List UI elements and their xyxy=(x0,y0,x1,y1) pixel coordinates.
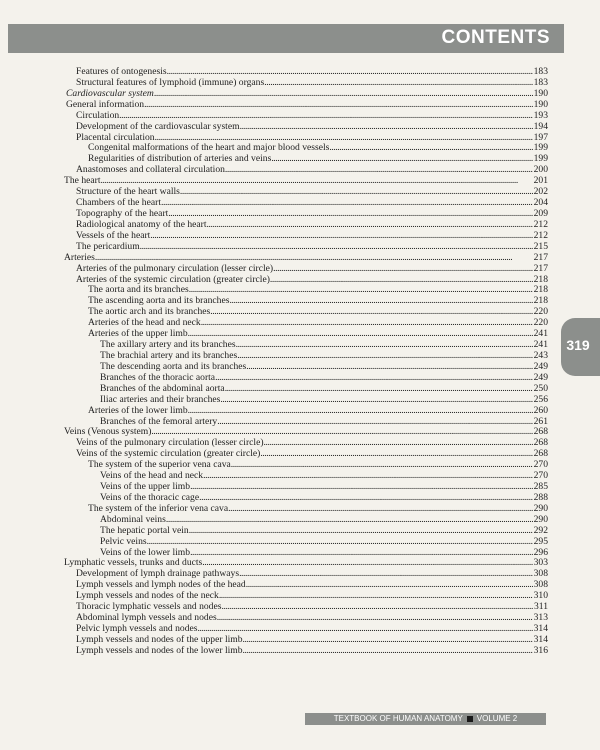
dot-leader xyxy=(190,482,533,493)
toc-entry-label: The aortic arch and its branches xyxy=(88,306,211,318)
toc-entry-label: Veins (Venous system) xyxy=(64,426,152,438)
toc-entry-label: Veins of the upper limb xyxy=(100,481,191,493)
dot-leader xyxy=(199,493,533,504)
toc-entry-page: 268 xyxy=(533,426,548,438)
toc-entry-page: 285 xyxy=(533,481,548,493)
dot-leader xyxy=(161,198,533,209)
toc-entry-page: 193 xyxy=(533,109,548,121)
dot-leader xyxy=(203,471,533,482)
toc-entry-page: 212 xyxy=(533,218,548,230)
dot-leader xyxy=(201,318,533,329)
toc-entry-label: Congenital malformations of the heart and major blood vessels xyxy=(88,142,330,154)
toc-entry-label: The ascending aorta and its branches xyxy=(88,295,230,307)
toc-entry-label: Circulation xyxy=(76,109,120,121)
toc-entry xyxy=(64,165,548,176)
dot-leader xyxy=(150,231,532,242)
toc-entry-page: 218 xyxy=(533,295,548,307)
dot-leader xyxy=(221,602,532,613)
toc-entry-label: Veins of the thoracic cage xyxy=(100,491,200,503)
dot-leader xyxy=(240,122,533,133)
toc-entry-label: Regularities of distribution of arteries and veins xyxy=(88,153,272,165)
toc-entry-page: 270 xyxy=(533,459,548,471)
toc-entry-label: Arteries xyxy=(64,251,95,263)
toc-entry xyxy=(64,111,548,122)
toc-entry-page: 183 xyxy=(533,66,548,77)
footer-bar xyxy=(305,713,546,725)
toc-entry-label: Veins of the systemic circulation (greater circle) xyxy=(76,448,261,460)
toc-entry-page: 314 xyxy=(533,633,548,645)
toc-entry-page: 311 xyxy=(533,601,548,613)
toc-entry-label: Lymph vessels and nodes of the lower limb xyxy=(76,644,243,656)
square-icon xyxy=(467,716,473,722)
toc-entry-page: 268 xyxy=(533,448,548,460)
toc-entry-label: Veins of the pulmonary circulation (lesser circle) xyxy=(76,437,264,449)
toc-entry-page: 197 xyxy=(533,131,548,143)
dot-leader xyxy=(220,395,532,406)
dot-leader xyxy=(264,438,533,449)
toc-entry-label: Arteries of the head and neck xyxy=(88,317,201,329)
toc-entry-label: The heart xyxy=(64,175,101,187)
toc-entry-label: The brachial artery and its branches xyxy=(100,349,238,361)
toc-entry-page: 243 xyxy=(533,349,548,361)
toc-entry-page: 296 xyxy=(533,546,548,558)
dot-leader xyxy=(166,515,533,526)
toc-entry-label: Lymphatic vessels, trunks and ducts xyxy=(64,557,203,569)
dot-leader xyxy=(168,209,532,220)
toc-entry-page: 183 xyxy=(533,76,548,88)
footer-volume: VOLUME 2 xyxy=(476,714,518,723)
toc-entry-label: The system of the inferior vena cava xyxy=(88,502,229,514)
dot-leader xyxy=(243,635,533,646)
toc-entry-label: Branches of the abdominal aorta xyxy=(100,382,225,394)
dot-leader xyxy=(239,569,533,580)
dot-leader xyxy=(246,580,533,591)
toc-entry-page: 241 xyxy=(533,339,548,351)
dot-leader xyxy=(329,143,532,154)
toc-entry-label: General information xyxy=(66,98,145,110)
toc-entry-label: The aorta and its branches xyxy=(88,284,189,296)
page-title: CONTENTS xyxy=(441,27,550,48)
toc-entry-page: 256 xyxy=(533,393,548,405)
toc-entry-label: Iliac arteries and their branches xyxy=(100,393,221,405)
toc-entry-label: The axillary artery and its branches xyxy=(100,339,236,351)
toc-entry-label: Placental circulation xyxy=(76,131,155,143)
toc-entry xyxy=(64,526,548,537)
toc-entry-page: 202 xyxy=(533,186,548,198)
dot-leader xyxy=(217,417,532,428)
toc-entry-label: Cardiovascular system xyxy=(66,87,154,99)
toc-entry-label: Veins of the head and neck xyxy=(100,470,204,482)
toc-entry-page: 190 xyxy=(533,98,548,110)
toc-entry-page: 308 xyxy=(533,568,548,580)
toc-entry-page: 217 xyxy=(533,251,548,263)
toc-entry-page: 268 xyxy=(533,437,548,449)
dot-leader xyxy=(154,89,533,100)
toc-entry-label: Topography of the heart xyxy=(76,207,169,219)
toc-entry xyxy=(64,100,548,111)
page-number: 319 xyxy=(566,337,590,353)
toc-entry-label: The system of the superior vena cava xyxy=(88,459,231,471)
toc-entry xyxy=(64,406,548,417)
toc-entry-label: Radiological anatomy of the heart xyxy=(76,218,207,230)
dot-leader xyxy=(236,340,533,351)
toc-entry-page: 215 xyxy=(533,240,548,252)
toc-entry-page: 212 xyxy=(533,229,548,241)
toc-entry-label: Chambers of the heart xyxy=(76,197,161,209)
toc-entry xyxy=(64,242,548,253)
footer-book-title: TEXTBOOK OF HUMAN ANATOMY xyxy=(333,714,463,723)
toc-entry-page: 290 xyxy=(533,502,548,514)
toc-entry-label: Features of ontogenesis xyxy=(76,66,167,77)
dot-leader xyxy=(189,285,533,296)
dot-leader xyxy=(207,220,533,231)
dot-leader xyxy=(147,537,533,548)
dot-leader xyxy=(190,548,533,559)
toc-entry xyxy=(64,264,548,275)
toc-entry-page: 310 xyxy=(533,590,548,602)
dot-leader xyxy=(271,154,532,165)
toc-entry-page: 241 xyxy=(533,328,548,340)
dot-leader xyxy=(246,362,532,373)
dot-leader xyxy=(228,504,532,515)
toc-entry-label: Veins of the lower limb xyxy=(100,546,191,558)
toc-entry-label: Abdominal veins xyxy=(100,513,166,525)
dot-leader xyxy=(188,406,533,417)
dot-leader xyxy=(243,646,533,657)
toc-entry-page: 270 xyxy=(533,470,548,482)
page-number-tab xyxy=(561,318,600,376)
toc-entry-page: 250 xyxy=(533,382,548,394)
toc-entry-label: Arteries of the upper limb xyxy=(88,328,188,340)
toc-entry-page: 313 xyxy=(533,612,548,624)
dot-leader xyxy=(210,307,532,318)
toc-entry-label: Development of lymph drainage pathways xyxy=(76,568,240,580)
toc-entry-label: Arteries of the pulmonary circulation (lesser circle) xyxy=(76,262,274,274)
dot-leader xyxy=(140,242,533,253)
dot-leader xyxy=(188,329,533,340)
dot-leader xyxy=(260,449,532,460)
dot-leader xyxy=(198,624,533,635)
toc-entry-page: 260 xyxy=(533,404,548,416)
dot-leader xyxy=(202,558,532,569)
dot-leader xyxy=(119,111,532,122)
toc-entry-label: Anastomoses and collateral circulation xyxy=(76,164,225,176)
toc-entry-page: 201 xyxy=(533,175,548,187)
toc-entry-page: 220 xyxy=(533,317,548,329)
dot-leader xyxy=(95,253,533,264)
dot-leader xyxy=(144,100,533,111)
toc-entry-page: 290 xyxy=(533,513,548,525)
toc-entry-label: Thoracic lymphatic vessels and nodes xyxy=(76,601,222,613)
toc-entry xyxy=(64,646,548,657)
dot-leader xyxy=(215,373,533,384)
toc-entry-label: Branches of the femoral artery xyxy=(100,415,218,427)
dot-leader xyxy=(180,187,533,198)
dot-leader xyxy=(273,264,532,275)
toc-entry-page: 218 xyxy=(533,273,548,285)
toc-entry-page: 308 xyxy=(533,579,548,591)
toc-entry-label: Pelvic veins xyxy=(100,535,147,547)
dot-leader xyxy=(217,613,533,624)
dot-leader xyxy=(237,351,532,362)
toc-entry-label: The descending aorta and its branches xyxy=(100,360,247,372)
table-of-contents xyxy=(64,67,548,657)
toc-entry-page: 316 xyxy=(533,644,548,656)
toc-entry xyxy=(64,253,548,264)
toc-entry-page: 209 xyxy=(533,207,548,219)
toc-entry-page: 220 xyxy=(533,306,548,318)
toc-entry-page: 295 xyxy=(533,535,548,547)
dot-leader xyxy=(270,275,533,286)
toc-entry-page: 261 xyxy=(533,415,548,427)
toc-entry-page: 217 xyxy=(533,262,548,274)
toc-entry-label: Arteries of the systemic circulation (greater circle) xyxy=(76,273,270,285)
toc-entry xyxy=(64,537,548,548)
dot-leader xyxy=(225,384,533,395)
toc-entry-page: 218 xyxy=(533,284,548,296)
toc-entry-label: Vessels of the heart xyxy=(76,229,151,241)
toc-entry-label: Development of the cardiovascular system xyxy=(76,120,240,132)
toc-entry-page: 303 xyxy=(533,557,548,569)
toc-entry-page: 199 xyxy=(533,153,548,165)
dot-leader xyxy=(231,460,533,471)
toc-entry-label: The pericardium xyxy=(76,240,140,252)
toc-entry-label: Structural features of lymphoid (immune) organs xyxy=(76,76,265,88)
toc-entry-page: 249 xyxy=(533,371,548,383)
toc-entry-label: Branches of the thoracic aorta xyxy=(100,371,216,383)
toc-entry-page: 200 xyxy=(533,164,548,176)
dot-leader xyxy=(219,591,533,602)
toc-entry-label: Lymph vessels and lymph nodes of the head xyxy=(76,579,246,591)
toc-entry-page: 314 xyxy=(533,623,548,635)
dot-leader xyxy=(229,296,532,307)
toc-entry-page: 194 xyxy=(533,120,548,132)
toc-entry-label: Arteries of the lower limb xyxy=(88,404,188,416)
toc-entry-page: 190 xyxy=(533,87,548,99)
toc-entry-label: Lymph vessels and nodes of the upper limb xyxy=(76,633,243,645)
toc-entry-page: 199 xyxy=(533,142,548,154)
toc-entry-label: Abdominal lymph vessels and nodes xyxy=(76,612,217,624)
toc-entry-label: Lymph vessels and nodes of the neck xyxy=(76,590,219,602)
dot-leader xyxy=(225,165,533,176)
toc-entry-page: 204 xyxy=(533,197,548,209)
toc-entry-label: Structure of the heart walls xyxy=(76,186,180,198)
dot-leader xyxy=(189,526,533,537)
toc-entry xyxy=(64,122,548,133)
toc-entry-page: 249 xyxy=(533,360,548,372)
toc-entry-label: Pelvic lymph vessels and nodes xyxy=(76,623,198,635)
toc-entry xyxy=(64,395,548,406)
toc-entry-page: 292 xyxy=(533,524,548,536)
header-bar xyxy=(8,24,564,53)
dot-leader xyxy=(264,78,532,89)
toc-entry-label: The hepatic portal vein xyxy=(100,524,189,536)
toc-entry-page: 288 xyxy=(533,491,548,503)
